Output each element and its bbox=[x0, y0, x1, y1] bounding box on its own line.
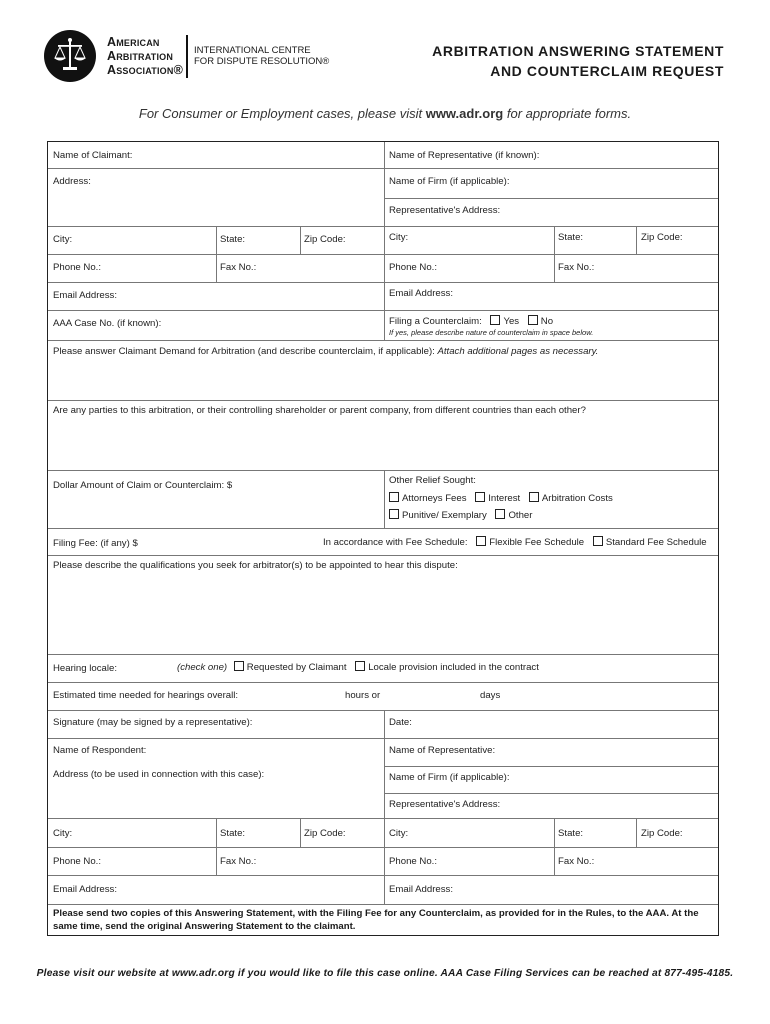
column-divider bbox=[216, 226, 217, 282]
divider bbox=[48, 818, 718, 819]
column-divider bbox=[384, 710, 385, 904]
days-label: days bbox=[480, 690, 501, 701]
aaa-wordmark bbox=[107, 35, 183, 77]
respondent-email-field[interactable]: Email Address: bbox=[53, 884, 117, 895]
respondent-address-field[interactable]: Address (to be used in connection with this case): bbox=[53, 769, 265, 780]
column-divider bbox=[636, 818, 637, 847]
aaa-logo bbox=[44, 30, 96, 82]
hours-or-label: hours or bbox=[345, 690, 381, 701]
divider bbox=[48, 282, 718, 283]
column-divider bbox=[554, 818, 555, 875]
claimant-email-field[interactable]: Email Address: bbox=[53, 290, 117, 301]
answer-prompt-text: Please answer Claimant Demand for Arbitration (and describe counterclaim, if applicable): bbox=[53, 346, 438, 357]
icdr-line-1: INTERNATIONAL CENTRE bbox=[194, 45, 311, 56]
divider bbox=[384, 168, 718, 169]
column-divider bbox=[384, 142, 385, 340]
flexible-fee-checkbox[interactable] bbox=[476, 536, 486, 546]
claimant-name-field[interactable]: Name of Claimant: bbox=[53, 150, 133, 161]
divider bbox=[48, 847, 718, 848]
scales-of-justice-icon bbox=[44, 30, 96, 82]
interest-checkbox[interactable] bbox=[475, 492, 485, 502]
answer-prompt[interactable] bbox=[53, 346, 598, 357]
other-relief-label: Other bbox=[508, 510, 533, 521]
respondent-fax-field[interactable]: Fax No.: bbox=[220, 856, 257, 867]
claimant-rep-phone-field[interactable]: Phone No.: bbox=[389, 262, 438, 273]
counterclaim-note: If yes, please describe nature of counterclaim in space below. bbox=[389, 328, 594, 337]
divider bbox=[48, 340, 718, 341]
divider bbox=[384, 793, 718, 794]
respondent-rep-name-field[interactable]: Name of Representative: bbox=[389, 745, 496, 756]
claimant-rep-city-field[interactable]: City: bbox=[389, 232, 409, 243]
counterclaim-yes-checkbox[interactable] bbox=[490, 315, 500, 325]
answer-prompt-note: Attach additional pages as necessary. bbox=[437, 346, 599, 357]
divider bbox=[48, 226, 718, 227]
standard-fee-label: Standard Fee Schedule bbox=[605, 537, 707, 548]
parties-countries-prompt[interactable]: Are any parties to this arbitration, or their controlling shareholder or parent company, from different countries than each other? bbox=[53, 405, 586, 416]
claimant-address-field[interactable]: Address: bbox=[53, 176, 91, 187]
relief-options-row-2 bbox=[383, 509, 532, 521]
respondent-state-field[interactable]: State: bbox=[220, 828, 246, 839]
divider bbox=[384, 766, 718, 767]
subtitle-text: For Consumer or Employment cases, please visit bbox=[138, 106, 426, 121]
respondent-rep-zip-field[interactable]: Zip Code: bbox=[641, 828, 683, 839]
footer-note: Please visit our website at www.adr.org if you would like to file this case online. AAA Case Filing Services can be reached at 877-495-4185. bbox=[36, 968, 734, 979]
claimant-rep-name-field[interactable]: Name of Representative (if known): bbox=[389, 150, 540, 161]
respondent-phone-field[interactable]: Phone No.: bbox=[53, 856, 102, 867]
hearing-locale-options bbox=[177, 661, 539, 673]
standard-fee-checkbox[interactable] bbox=[593, 536, 603, 546]
respondent-rep-phone-field[interactable]: Phone No.: bbox=[389, 856, 438, 867]
counterclaim-label: Filing a Counterclaim: bbox=[389, 316, 482, 327]
dollar-amount-field[interactable]: Dollar Amount of Claim or Counterclaim: $ bbox=[53, 480, 233, 491]
requested-by-claimant-checkbox[interactable] bbox=[234, 661, 244, 671]
claimant-rep-fax-field[interactable]: Fax No.: bbox=[558, 262, 595, 273]
arbitration-costs-checkbox[interactable] bbox=[529, 492, 539, 502]
filing-fee-field[interactable]: Filing Fee: (if any) $ bbox=[53, 538, 138, 549]
website-link[interactable]: www.adr.org bbox=[425, 106, 504, 121]
subtitle-text-end: for appropriate forms. bbox=[503, 106, 632, 121]
divider bbox=[48, 682, 718, 683]
flexible-fee-label: Flexible Fee Schedule bbox=[489, 537, 585, 548]
respondent-rep-city-field[interactable]: City: bbox=[389, 828, 409, 839]
counterclaim-question bbox=[389, 315, 553, 327]
org-line-2: Arbitration bbox=[107, 49, 174, 63]
title-line-2: AND COUNTERCLAIM REQUEST bbox=[490, 63, 724, 79]
arbitration-costs-label: Arbitration Costs bbox=[541, 493, 613, 504]
counterclaim-no-checkbox[interactable] bbox=[528, 315, 538, 325]
relief-label: Other Relief Sought: bbox=[389, 475, 476, 486]
icdr-wordmark bbox=[194, 45, 329, 67]
divider bbox=[48, 310, 718, 311]
divider bbox=[48, 875, 718, 876]
claimant-city-field[interactable]: City: bbox=[53, 234, 73, 245]
respondent-rep-email-field[interactable]: Email Address: bbox=[389, 884, 453, 895]
divider bbox=[48, 904, 718, 905]
respondent-rep-firm-field[interactable]: Name of Firm (if applicable): bbox=[389, 772, 510, 783]
fee-schedule-row bbox=[323, 536, 707, 548]
punitive-label: Punitive/ Exemplary bbox=[402, 510, 487, 521]
divider bbox=[48, 654, 718, 655]
claimant-rep-state-field[interactable]: State: bbox=[558, 232, 584, 243]
signature-field[interactable]: Signature (may be signed by a representative): bbox=[53, 717, 253, 728]
divider bbox=[48, 738, 718, 739]
punitive-checkbox[interactable] bbox=[389, 509, 399, 519]
column-divider bbox=[300, 226, 301, 254]
respondent-zip-field[interactable]: Zip Code: bbox=[304, 828, 346, 839]
counterclaim-no-label: No bbox=[540, 316, 554, 327]
divider bbox=[48, 555, 718, 556]
title-line-1: ARBITRATION ANSWERING STATEMENT bbox=[432, 43, 724, 59]
mailing-instructions: Please send two copies of this Answering Statement, with the Filing Fee for any Counterclaim, as provided for in the Rules, to the AAA. At the same time, send the original Answering Statement to the claimant. bbox=[53, 908, 699, 932]
claimant-zip-field[interactable]: Zip Code: bbox=[304, 234, 346, 245]
interest-label: Interest bbox=[488, 493, 521, 504]
attorneys-fees-label: Attorneys Fees bbox=[402, 493, 467, 504]
claimant-rep-address-field[interactable]: Representative's Address: bbox=[389, 205, 501, 216]
attorneys-fees-checkbox[interactable] bbox=[389, 492, 399, 502]
claimant-phone-field[interactable]: Phone No.: bbox=[53, 262, 102, 273]
column-divider bbox=[554, 226, 555, 282]
hearing-time-field[interactable]: Estimated time needed for hearings overall: bbox=[53, 690, 239, 701]
other-relief-checkbox[interactable] bbox=[495, 509, 505, 519]
locale-provision-label: Locale provision included in the contract bbox=[368, 662, 539, 673]
date-field[interactable]: Date: bbox=[389, 717, 412, 728]
claimant-rep-zip-field[interactable]: Zip Code: bbox=[641, 232, 683, 243]
respondent-city-field[interactable]: City: bbox=[53, 828, 73, 839]
case-number-field[interactable]: AAA Case No. (if known): bbox=[53, 318, 162, 329]
divider bbox=[48, 528, 718, 529]
counterclaim-yes-label: Yes bbox=[503, 316, 520, 327]
claimant-rep-firm-field[interactable]: Name of Firm (if applicable): bbox=[389, 176, 510, 187]
answering-statement-form bbox=[47, 141, 719, 936]
requested-by-claimant-label: Requested by Claimant bbox=[246, 662, 347, 673]
respondent-rep-fax-field[interactable]: Fax No.: bbox=[558, 856, 595, 867]
check-one-hint: (check one) bbox=[177, 662, 228, 673]
org-line-1: American bbox=[107, 35, 160, 49]
relief-options-row-1 bbox=[383, 492, 613, 504]
respondent-name-field[interactable]: Name of Respondent: bbox=[53, 745, 147, 756]
fee-schedule-label: In accordance with Fee Schedule: bbox=[323, 537, 468, 548]
column-divider bbox=[216, 818, 217, 875]
qualifications-prompt[interactable]: Please describe the qualifications you seek for arbitrator(s) to be appointed to hear this dispute: bbox=[53, 560, 458, 571]
divider bbox=[384, 198, 718, 199]
column-divider bbox=[300, 818, 301, 847]
divider bbox=[48, 400, 718, 401]
claimant-state-field[interactable]: State: bbox=[220, 234, 246, 245]
divider bbox=[48, 168, 384, 169]
claimant-rep-email-field[interactable]: Email Address: bbox=[389, 288, 453, 299]
org-line-3: Association® bbox=[107, 63, 183, 77]
subtitle bbox=[0, 106, 770, 121]
divider bbox=[48, 254, 718, 255]
respondent-rep-state-field[interactable]: State: bbox=[558, 828, 584, 839]
locale-provision-checkbox[interactable] bbox=[355, 661, 365, 671]
hearing-locale-label: Hearing locale: bbox=[53, 663, 117, 674]
column-divider bbox=[636, 226, 637, 254]
claimant-fax-field[interactable]: Fax No.: bbox=[220, 262, 257, 273]
icdr-line-2: FOR DISPUTE RESOLUTION® bbox=[194, 56, 330, 67]
respondent-rep-address-field[interactable]: Representative's Address: bbox=[389, 799, 501, 810]
logo-divider bbox=[186, 35, 188, 78]
divider bbox=[48, 710, 718, 711]
form-title bbox=[432, 41, 724, 81]
divider bbox=[48, 470, 718, 471]
